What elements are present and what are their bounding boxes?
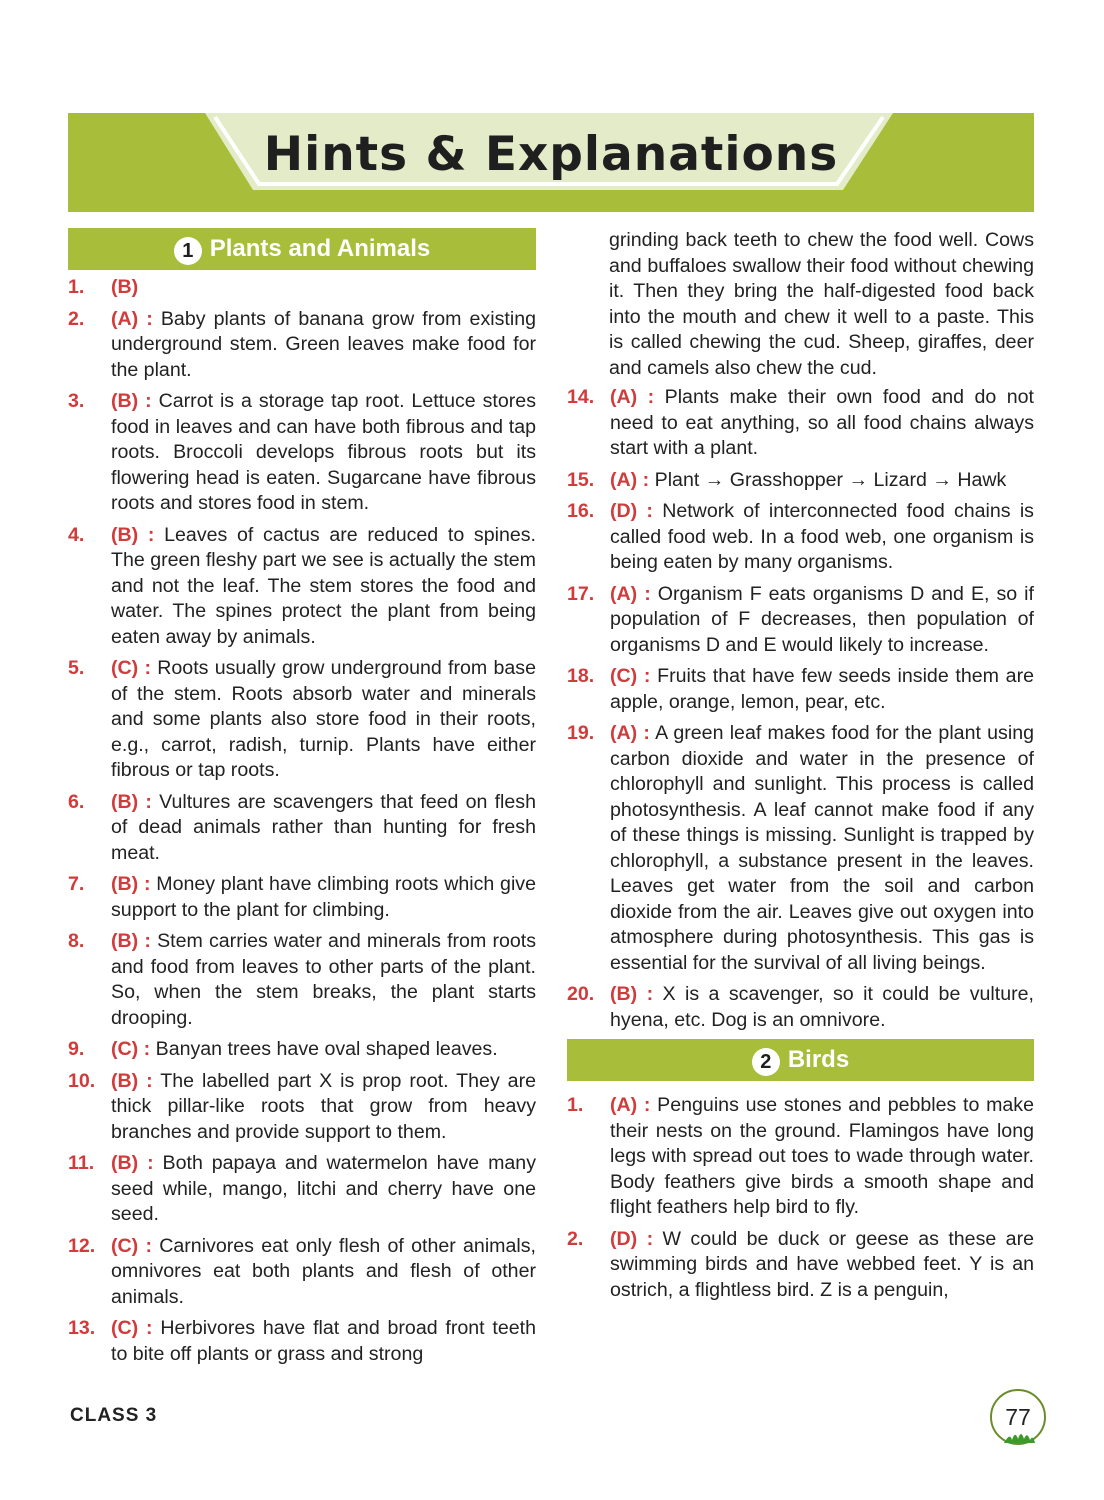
list-item	[68, 1037, 536, 1063]
grass-icon	[1002, 1428, 1036, 1444]
explanation-text: Money plant have climbing roots which give support to the plant for climbing.	[111, 873, 537, 921]
page-number: 77	[990, 1389, 1046, 1445]
list-item	[68, 1069, 536, 1146]
question-number: 12.	[68, 1234, 96, 1257]
list-item	[567, 721, 1034, 976]
section-number: 1	[174, 237, 202, 265]
answer-option: (D) :	[610, 500, 653, 522]
answer-option: (B) :	[111, 390, 152, 412]
answer-option: (B) :	[111, 1069, 153, 1092]
question-number: 1.	[68, 276, 85, 298]
list-item	[68, 389, 536, 517]
list-item	[68, 929, 536, 1031]
answer-option: (B) :	[111, 930, 151, 952]
list-item	[567, 582, 1034, 659]
question-number: 2.	[68, 307, 85, 330]
answer-option: (A) :	[610, 1094, 651, 1116]
explanation-text: Penguins use stones and pebbles to make their nests on the ground. Flamingos have long legs with spread out toes to wade through water. Body feathers give birds a smooth shape and flight feathers help bird to fly.	[610, 1094, 1034, 1218]
question-number: 8.	[68, 930, 85, 952]
question-number: 9.	[68, 1038, 85, 1060]
explanation-text: Plant → Grasshopper → Lizard → Hawk	[654, 468, 1007, 491]
list-item	[68, 1316, 536, 1367]
list-item	[567, 982, 1034, 1033]
explanation-text: Plants make their own food and do not need to eat anything, so all food chains always start with a plant.	[610, 386, 1034, 459]
question-number: 3.	[68, 390, 85, 412]
left-item-list	[68, 275, 536, 1367]
answer-option: (B) :	[111, 790, 152, 813]
question-number: 15.	[567, 468, 595, 491]
section-title: Plants and Animals	[209, 235, 431, 263]
explanation-text: Network of interconnected food chains is called food web. In a food web, one organism is being eaten by many organisms.	[610, 500, 1034, 573]
explanation-text: Organism F eats organisms D and E, so if population of F decreases, then population of organisms D and E would likely to increase.	[610, 582, 1034, 656]
list-item	[68, 275, 536, 301]
question-number: 16.	[567, 500, 595, 522]
section-title: Birds	[787, 1046, 850, 1074]
list-item	[68, 1234, 536, 1311]
explanation-text: Vultures are scavengers that feed on flesh of dead animals rather than hunting for fresh meat.	[111, 790, 536, 864]
explanation-text: Herbivores have flat and broad front teeth to bite off plants or grass and strong	[111, 1317, 536, 1365]
explanation-text: X is a scavenger, so it could be vulture, hyena, etc. Dog is an omnivore.	[610, 983, 1034, 1031]
explanation-text: Both papaya and watermelon have many seed while, mango, litchi and cherry have one seed.	[111, 1152, 536, 1225]
explanation-text: Fruits that have few seeds inside them are apple, orange, lemon, pear, etc.	[610, 665, 1034, 713]
birds-item-list	[567, 1093, 1034, 1303]
section-header-birds	[567, 1039, 1034, 1081]
answer-option: (B)	[111, 276, 139, 298]
question-number: 7.	[68, 873, 85, 895]
list-item	[567, 1093, 1034, 1221]
explanation-text: Stem carries water and minerals from roots and food from leaves to other parts of the plant. So, when the stem breaks, the plant starts drooping.	[111, 930, 537, 1029]
answer-option: (C) :	[111, 1038, 151, 1060]
question-number: 20.	[567, 983, 595, 1005]
question-number: 17.	[567, 582, 595, 605]
list-item	[68, 872, 536, 923]
question-number: 1.	[567, 1094, 584, 1116]
answer-option: (A) :	[610, 582, 651, 605]
list-item	[567, 499, 1034, 576]
right-item-list	[567, 385, 1034, 1033]
explanation-text: Banyan trees have oval shaped leaves.	[155, 1038, 498, 1060]
answer-option: (A) :	[610, 386, 655, 408]
list-item	[68, 1151, 536, 1228]
question-number: 14.	[567, 386, 595, 408]
answer-option: (C) :	[111, 1234, 152, 1257]
question-number: 11.	[68, 1152, 95, 1174]
answer-option: (D) :	[610, 1227, 654, 1250]
answer-option: (A) :	[610, 468, 650, 491]
explanation-text: The labelled part X is prop root. They are thick pillar-like roots that grow from heavy branches and provide support to them.	[111, 1069, 537, 1143]
explanation-text: Baby plants of banana grow from existing underground stem. Green leaves make food for the plant.	[111, 307, 536, 381]
list-item	[68, 523, 536, 651]
answer-option: (A) :	[111, 307, 153, 330]
class-label: CLASS 3	[70, 1405, 158, 1426]
answer-option: (C) :	[610, 665, 651, 687]
answer-option: (B) :	[610, 983, 654, 1005]
list-item	[567, 664, 1034, 715]
question-number: 18.	[567, 665, 595, 687]
answer-option: (C) :	[111, 1317, 153, 1339]
explanation-text: Carrot is a storage tap root. Lettuce stores food in leaves and can have both fibrous and tap roots. Broccoli develops fibrous roots but its flowering head is eaten. Sugarcane have fibrous roots and stores food in stem.	[111, 390, 536, 514]
answer-option: (B) :	[111, 873, 151, 895]
list-item	[68, 307, 536, 384]
answer-option: (C) :	[111, 657, 151, 679]
list-item	[567, 1227, 1034, 1304]
question-number: 5.	[68, 657, 85, 679]
question-number: 6.	[68, 790, 85, 813]
question-number: 19.	[567, 722, 595, 744]
explanation-text: Carnivores eat only flesh of other animals, omnivores eat both plants and flesh of other animals.	[111, 1234, 536, 1308]
explanation-text: A green leaf makes food for the plant using carbon dioxide and water in the presence of chlorophyll and sunlight. This process is called photosynthesis. A leaf cannot make food if any of these things is missing. Sunlight is trapped by chlorophyll, a substance present in the leaves. Leaves get water from the soil and carbon dioxide from the air. Leaves give out oxygen into atmosphere during photosynthesis. This gas is essential for the survival of all living beings.	[610, 722, 1034, 974]
answer-option: (B) :	[111, 523, 155, 546]
right-column	[567, 228, 1034, 1309]
continued-explanation: grinding back teeth to chew the food well. Cows and buffaloes swallow their food without chewing it. Then they bring the half-digested food back into the mouth and chew it well to a paste. This is called chewing the cud. Sheep, giraffes, deer and camels also chew the cud.	[609, 229, 1034, 379]
explanation-text: W could be duck or geese as these are swimming birds and have webbed feet. Y is an ostrich, a flightless bird. Z is a penguin,	[610, 1227, 1034, 1301]
page-title: Hints & Explanations	[263, 127, 839, 182]
list-item	[68, 790, 536, 867]
left-column	[68, 228, 536, 1373]
answer-option: (B) :	[111, 1152, 154, 1174]
explanation-text: Leaves of cactus are reduced to spines. The green fleshy part we see is actually the stem and not the leaf. The stem stores the food and water. The spines protect the plant from being eaten away by animals.	[111, 523, 536, 648]
list-item	[567, 468, 1034, 494]
list-item	[567, 385, 1034, 462]
section-header-plants-and-animals	[68, 228, 536, 270]
title-banner	[68, 113, 1034, 212]
question-number: 2.	[567, 1227, 584, 1250]
question-number: 10.	[68, 1069, 96, 1092]
question-number: 13.	[68, 1317, 96, 1339]
question-number: 4.	[68, 523, 85, 546]
list-item	[68, 656, 536, 784]
explanation-text: Roots usually grow underground from base of the stem. Roots absorb water and minerals and some plants also store food in their roots, e.g., carrot, radish, turnip. Plants have either fibrous or tap roots.	[111, 657, 536, 781]
section-number: 2	[752, 1048, 780, 1076]
answer-option: (A) :	[610, 722, 650, 744]
